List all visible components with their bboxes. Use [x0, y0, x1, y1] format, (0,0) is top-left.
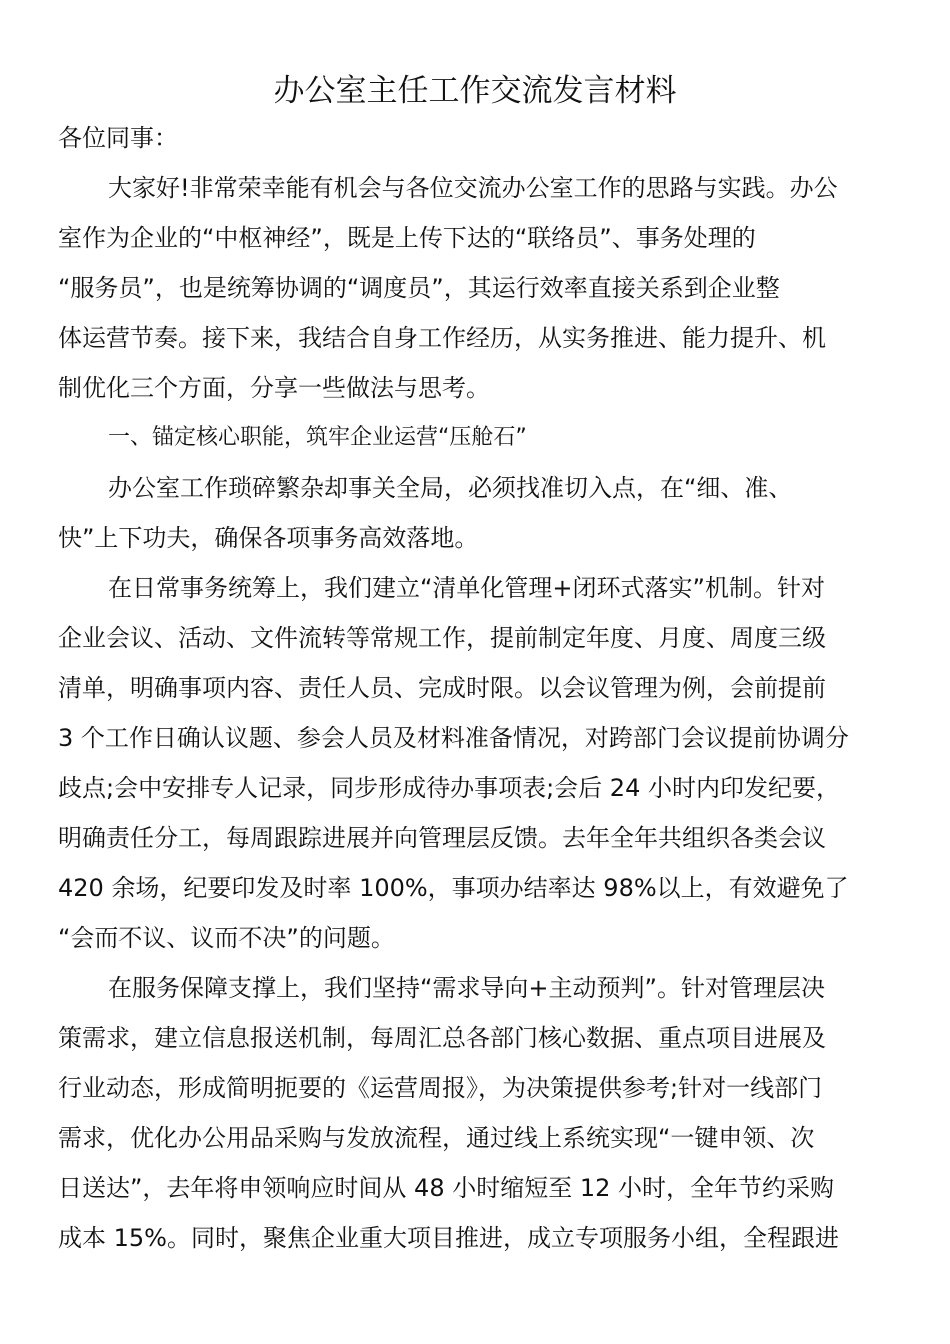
- paragraph-line: 体运营节奏。接下来，我结合自身工作经历，从实务推进、能力提升、机: [58, 324, 826, 352]
- document-body: [58, 113, 894, 1263]
- paragraph-line: 日送达”，去年将申领响应时间从 48 小时缩短至 12 小时，全年节约采购: [58, 1174, 835, 1202]
- paragraph-line: 在服务保障支撑上，我们坚持“需求导向+主动预判”。针对管理层决: [108, 974, 825, 1002]
- paragraph-line: 在日常事务统筹上，我们建立“清单化管理+闭环式落实”机制。针对: [108, 574, 825, 602]
- paragraph-line: “服务员”，也是统筹协调的“调度员”，其运行效率直接关系到企业整: [58, 274, 780, 302]
- paragraph-line: 企业会议、活动、文件流转等常规工作，提前制定年度、月度、周度三级: [58, 624, 826, 652]
- section-heading: 一、锚定核心职能，筑牢企业运营“压舱石”: [108, 425, 527, 450]
- paragraph-line: 室作为企业的“中枢神经”，既是上传下达的“联络员”、事务处理的: [58, 224, 756, 252]
- paragraph-line: 420 余场，纪要印发及时率 100%，事项办结率达 98%以上，有效避免了: [58, 874, 849, 902]
- salutation-line: 各位同事：: [58, 124, 178, 152]
- paragraph-line: 需求，优化办公用品采购与发放流程，通过线上系统实现“一键申领、次: [58, 1124, 815, 1152]
- paragraph-line: “会而不议、议而不决”的问题。: [58, 924, 395, 952]
- paragraph-line: 清单，明确事项内容、责任人员、完成时限。以会议管理为例，会前提前: [58, 674, 826, 702]
- paragraph-line: 明确责任分工，每周跟踪进展并向管理层反馈。去年全年共组织各类会议: [58, 824, 826, 852]
- paragraph-line: 行业动态，形成简明扼要的《运营周报》，为决策提供参考;针对一线部门: [58, 1074, 823, 1102]
- document-title: 办公室主任工作交流发言材料: [273, 73, 677, 109]
- paragraph-line: 制优化三个方面，分享一些做法与思考。: [58, 374, 490, 402]
- paragraph-line: 3 个工作日确认议题、参会人员及材料准备情况，对跨部门会议提前协调分: [58, 724, 849, 752]
- paragraph-line: 歧点;会中安排专人记录，同步形成待办事项表;会后 24 小时内印发纪要，: [58, 774, 840, 802]
- paragraph-line: 大家好!非常荣幸能有机会与各位交流办公室工作的思路与实践。办公: [108, 174, 838, 202]
- paragraph-line: 办公室工作琐碎繁杂却事关全局，必须找准切入点，在“细、准、: [108, 474, 793, 502]
- paragraph-line: 快”上下功夫，确保各项事务高效落地。: [58, 524, 479, 552]
- paragraph-line: 成本 15%。同时，聚焦企业重大项目推进，成立专项服务小组，全程跟进: [58, 1224, 839, 1252]
- paragraph-line: 策需求，建立信息报送机制，每周汇总各部门核心数据、重点项目进展及: [58, 1024, 826, 1052]
